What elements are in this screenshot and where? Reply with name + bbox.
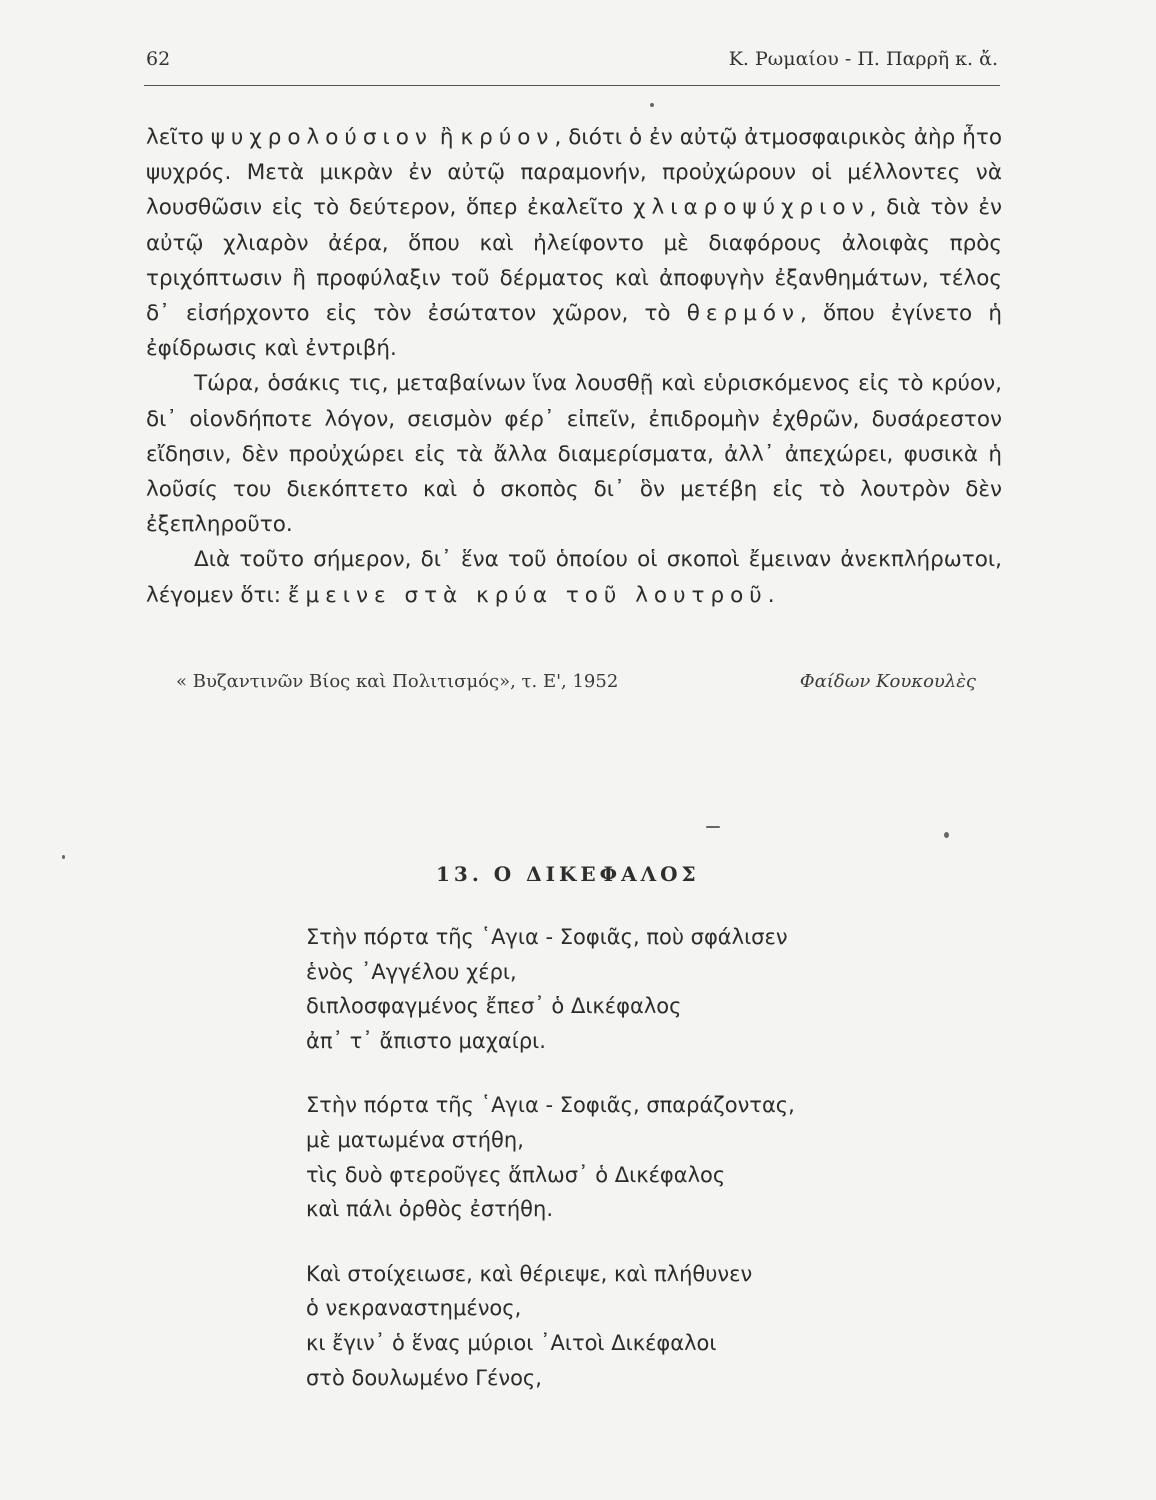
verse-line: διπλοσφαγμένος ἔπεσ᾽ ὁ Δικέφαλος xyxy=(306,994,682,1019)
paragraph-1-text-1: λεῖτο xyxy=(146,125,211,150)
term-psychrolousion: ψυχρολούσιον xyxy=(210,125,433,150)
term-thermon: θερμόν xyxy=(686,301,801,327)
verse-line: Καὶ στοίχειωσε, καὶ θέριεψε, καὶ πλήθυνεν xyxy=(306,1261,753,1286)
verse-line: μὲ ματωμένα στήθη, xyxy=(306,1127,524,1152)
paragraph-1-text-2: ἢ xyxy=(432,125,461,150)
verse-line: ὁ νεκραναστημένος, xyxy=(306,1296,522,1321)
paragraph-1-text-4: , διὰ τὸν ἐν αὐτῷ χλιαρὸν ἀέρα, ὅπου καὶ ἠλείφοντο μὲ διαφόρους ἀλοιφὰς πρὸς τριχόπτωσιν ἢ προφύλαξιν τοῦ δέρματος καὶ ἀποφυγὴν ἐξανθημάτων, τέλος δ᾽ εἰσήρχοντο εἰς τὸν ἐσώτατον χῶρον, τὸ xyxy=(146,195,1002,327)
poem-body xyxy=(306,920,946,1425)
page-number: 62 xyxy=(146,48,171,70)
stanza-1 xyxy=(306,920,946,1058)
verse-line: ἀπ᾽ τ᾽ ἄπιστο μαχαίρι. xyxy=(306,1028,546,1053)
print-speck xyxy=(62,855,65,859)
paragraph-1-text-5: , ὅπου ἐγίνετο ἡ ἐφίδρωσις καὶ ἐντριβή. xyxy=(146,301,1002,362)
paragraph-2: Τώρα, ὁσάκις τις, μεταβαίνων ἵνα λουσθῇ καὶ εὑρισκόμενος εἰς τὸ κρύον, δι᾽ οἱονδήποτε λόγον, σεισμὸν φέρ᾽ εἰπεῖν, ἐπιδρομὴν ἐχθρῶν, δυσάρεστον εἴδησιν, δὲν προὐχώρει εἰς τὰ ἄλλα διαμερίσματα, ἀλλ᾽ ἀπεχώρει, φυσικὰ ἡ λοῦσίς του διεκόπτετο καὶ ὁ σκοπὸς δι᾽ ὃν μετέβη εἰς τὸ λουτρὸν δὲν ἐξεπληροῦτο. xyxy=(146,371,1002,538)
header-rule xyxy=(144,85,1000,86)
paragraph-3 xyxy=(146,542,1002,612)
print-speck xyxy=(650,103,654,107)
running-title: Κ. Ρωμαίου - Π. Παρρῆ κ. ἄ. xyxy=(728,48,998,70)
verse-line: Στὴν πόρτα τῆς ῾Αγια - Σοφιᾶς, ποὺ σφάλισεν xyxy=(306,925,788,949)
verse-line: ἑνὸς ᾽Αγγέλου χέρι, xyxy=(306,959,517,984)
verse-line: τὶς δυὸ φτεροῦγες ἅπλωσ᾽ ὁ Δικέφαλος xyxy=(306,1162,726,1187)
print-speck xyxy=(944,832,949,838)
verse-line: στὸ δουλωμένο Γένος, xyxy=(306,1365,542,1390)
page-header xyxy=(146,48,998,88)
source-citation: « Βυζαντινῶν Βίος καὶ Πολιτισμός», τ. Ε', 1952 xyxy=(176,671,619,692)
source-line xyxy=(176,671,976,701)
term-chliaropsychrion: χλιαροψύχριον xyxy=(633,195,870,221)
stanza-3 xyxy=(306,1257,946,1395)
paragraph-1-text-3: , διότι ὁ ἐν αὐτῷ ἀτμοσφαιρικὸς ἀὴρ ἦτο ψυχρός. Μετὰ μικρὰν ἐν αὐτῷ παραμονήν, προὐχώρουν οἱ μέλλοντες νὰ λουσθῶσιν εἰς τὸ δεύτερον, ὅπερ ἐκαλεῖτο xyxy=(146,125,1002,221)
stanza-2 xyxy=(306,1088,946,1226)
verse-line: καὶ πάλι ὀρθὸς ἐστήθη. xyxy=(306,1197,554,1222)
print-speck xyxy=(706,826,720,828)
paragraph-3-text: Διὰ τοῦτο σήμερον, δι᾽ ἕνα τοῦ ὁποίου οἱ σκοποὶ ἔμειναν ἀνεκπλήρωτοι, λέγομεν ὅτι: xyxy=(146,547,1002,608)
idiom-emeine: ἔμεινε στὰ κρύα τοῦ λουτροῦ. xyxy=(287,582,781,608)
term-kryon: κρύον xyxy=(460,125,555,150)
source-author: Φαίδων Κουκουλὲς xyxy=(799,671,976,692)
prose-body xyxy=(146,120,1002,613)
verse-line: Στὴν πόρτα τῆς ῾Αγια - Σοφιᾶς, σπαράζοντας, xyxy=(306,1093,795,1118)
verse-line: κι ἔγιν᾽ ὁ ἕνας μύριοι ᾽Αιτοὶ Δικέφαλοι xyxy=(306,1330,717,1355)
poem-title: 13. Ο ΔΙΚΕΦΑΛΟΣ xyxy=(436,862,700,886)
paragraph-1 xyxy=(146,120,1002,366)
